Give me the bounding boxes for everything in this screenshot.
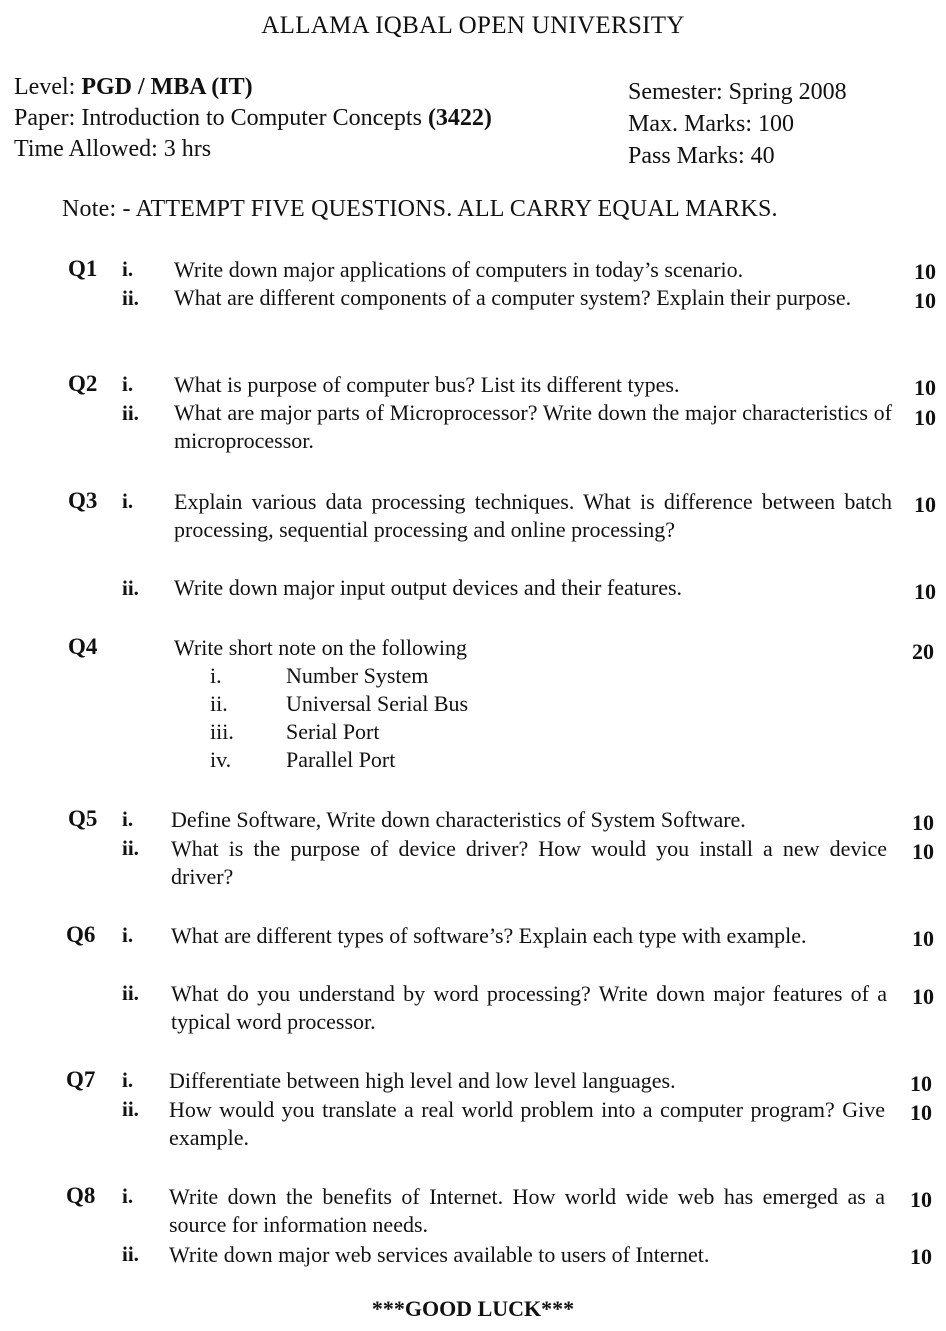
question-number: Q7 [66, 1067, 96, 1092]
part-roman: ii. [122, 401, 139, 425]
part-marks: 10 [910, 1071, 932, 1096]
part-roman: ii. [122, 836, 139, 860]
part-roman: ii. [122, 576, 139, 600]
part-roman: i. [122, 489, 134, 513]
part-marks: 10 [914, 259, 936, 284]
part-text: Write down the benefits of Internet. How world wide web has emerged as a source for information needs. [169, 1184, 885, 1237]
paper-code: (3422) [427, 105, 492, 131]
part-text: What do you understand by word processing? Write down major features of a typical word processor. [171, 981, 887, 1034]
semester: Semester: Spring 2008 [628, 79, 847, 105]
part-marks: 10 [912, 926, 934, 951]
part-text: Write down major input output devices and their features. [174, 575, 683, 600]
part-marks: 10 [912, 984, 934, 1009]
question-number: Q6 [66, 922, 96, 947]
part-roman: i. [122, 1184, 134, 1208]
part-text: Explain various data processing techniques. What is difference between batch processing, sequential processing and online processing? [174, 489, 892, 542]
part-marks: 10 [914, 492, 936, 517]
part-roman: i. [122, 923, 134, 947]
part-roman: i. [122, 807, 134, 831]
subitem-label: Number System [286, 663, 429, 688]
part-text: What is the purpose of device driver? How would you install a new device driver? [171, 836, 887, 889]
good-luck-footer: ***GOOD LUCK*** [371, 1296, 575, 1321]
part-roman: ii. [122, 1242, 139, 1266]
paper-label: Paper: Introduction to Computer Concepts [14, 105, 428, 131]
subitem-label: Serial Port [286, 719, 380, 744]
part-roman: i. [122, 372, 134, 396]
part-roman: ii. [122, 1097, 139, 1121]
part-text: What are different types of software’s? Explain each type with example. [171, 923, 807, 948]
question-number: Q2 [68, 371, 98, 396]
part-roman: ii. [122, 286, 139, 310]
pass-marks: Pass Marks: 40 [628, 143, 775, 169]
part-marks: 10 [912, 839, 934, 864]
level-label: Level: [14, 74, 82, 100]
part-roman: ii. [122, 981, 139, 1005]
question-marks: 20 [912, 639, 934, 664]
time-allowed: Time Allowed: 3 hrs [14, 136, 212, 162]
level-value: PGD / MBA (IT) [81, 74, 253, 100]
part-text: What is purpose of computer bus? List its different types. [174, 372, 680, 397]
subitem-roman: iv. [210, 747, 232, 772]
max-marks: Max. Marks: 100 [628, 111, 794, 137]
part-marks: 10 [914, 405, 936, 430]
part-marks: 10 [910, 1187, 932, 1212]
part-text: Differentiate between high level and low level languages. [169, 1068, 676, 1093]
subitem-roman: i. [210, 663, 222, 688]
subitem-label: Parallel Port [286, 747, 396, 772]
question-number: Q3 [68, 488, 98, 513]
part-roman: i. [122, 1068, 134, 1092]
part-marks: 10 [910, 1244, 932, 1269]
part-marks: 10 [910, 1100, 932, 1125]
question-number: Q1 [68, 256, 98, 281]
question-intro: Write short note on the following [174, 635, 468, 660]
question-number: Q4 [68, 634, 98, 659]
part-text: Write down major web services available to users of Internet. [169, 1242, 710, 1267]
part-roman: i. [122, 257, 134, 281]
subitem-label: Universal Serial Bus [286, 691, 469, 716]
part-text: What are different components of a computer system? Explain their purpose. [174, 285, 852, 310]
part-text: What are major parts of Microprocessor? Write down the major characteristics of microprocessor. [174, 400, 892, 453]
level-line [14, 72, 492, 103]
part-marks: 10 [914, 579, 936, 604]
question-number: Q8 [66, 1183, 96, 1208]
part-marks: 10 [914, 288, 936, 313]
part-text: How would you translate a real world problem into a computer program? Give example. [169, 1097, 885, 1150]
header-left [14, 72, 492, 165]
university-title: ALLAMA IQBAL OPEN UNIVERSITY [261, 12, 685, 39]
part-marks: 10 [912, 810, 934, 835]
paper-line [14, 103, 492, 134]
question-number: Q5 [68, 806, 98, 831]
instructions-note: Note: - ATTEMPT FIVE QUESTIONS. ALL CARRY EQUAL MARKS. [62, 196, 778, 222]
part-text: Write down major applications of computers in today’s scenario. [174, 257, 744, 282]
header-right [628, 76, 847, 172]
part-text: Define Software, Write down characteristics of System Software. [171, 807, 746, 832]
part-marks: 10 [914, 375, 936, 400]
subitem-roman: ii. [210, 691, 228, 716]
subitem-roman: iii. [210, 719, 234, 744]
